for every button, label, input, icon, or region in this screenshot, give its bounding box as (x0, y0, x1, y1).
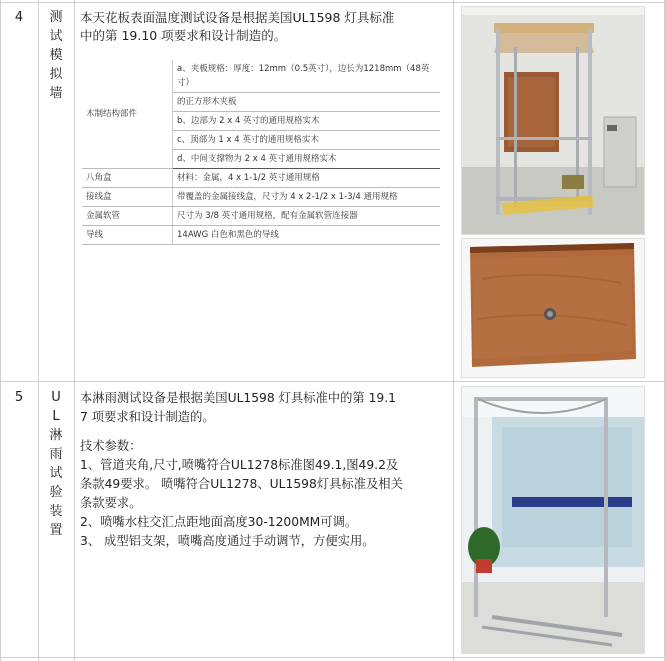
tech-title: 技术参数： (80, 439, 142, 453)
row-divider (0, 381, 665, 382)
col-border (38, 0, 39, 661)
item-name (40, 388, 72, 540)
spec-label: 导线 (82, 226, 173, 245)
spec-value: 材料：金属，4 x 1-1/2 英寸通用规格 (173, 169, 441, 188)
name-char: 墙 (49, 86, 63, 101)
name-char: 模 (49, 48, 63, 63)
spec-label: 木制结构部件 (82, 60, 173, 169)
desc-line: 本天花板表面温度测试设备是根据美国UL1598 灯具标准 (80, 10, 395, 25)
plywood-box-photo (461, 238, 645, 378)
item-description (80, 9, 450, 45)
spec-value: b、边部为 2 x 4 英寸的通用规格实木 (173, 112, 441, 131)
spec-value: a、夹板规格：厚度：12mm（0.5英寸），边长为1218mm（48英寸） (173, 60, 441, 93)
test-wall-frame-photo (461, 6, 645, 235)
name-char: 验 (49, 485, 63, 500)
desc-line: 中的第 19.10 项要求和设计制造的。 (80, 28, 287, 43)
name-char: 测 (49, 10, 63, 25)
desc-line: 本淋雨测试设备是根据美国UL1598 灯具标准中的第 19.1 (80, 391, 396, 405)
table-border-bottom (0, 657, 665, 658)
name-char: U (51, 390, 61, 405)
tech-line: 1、管道夹角,尺寸,喷嘴符合UL1278标准图49.1,图49.2及 (80, 458, 399, 472)
spec-label: 接线盒 (82, 188, 173, 207)
name-char: 试 (49, 466, 63, 481)
name-char: 试 (49, 29, 63, 44)
rain-test-device-photo (461, 386, 645, 654)
row-number: 5 (14, 390, 24, 405)
tech-line: 条款49要求。 喷嘴符合UL1278、UL1598灯具标准及相关 (80, 477, 403, 491)
col-border (453, 0, 454, 661)
name-char: L (52, 409, 60, 424)
name-char: 拟 (49, 67, 63, 82)
name-char: 雨 (49, 447, 63, 462)
table-border-top (0, 2, 665, 3)
spec-value: c、顶部为 1 x 4 英寸的通用规格实木 (173, 131, 441, 150)
spec-value: 的正方形木夹板 (173, 93, 441, 112)
col-border (0, 0, 1, 661)
col-border (74, 0, 75, 661)
name-char: 装 (49, 504, 63, 519)
spec-value: 14AWG 白色和黑色的导线 (173, 226, 441, 245)
spec-value: 尺寸为 3/8 英寸通用规格，配有金属软管连接器 (173, 207, 441, 226)
spec-table (82, 60, 440, 245)
spec-value: d、中间支撑物为 2 x 4 英寸通用规格实木 (173, 150, 441, 169)
item-name (40, 8, 72, 103)
spec-label: 金属软管 (82, 207, 173, 226)
desc-line: 7 项要求和设计制造的。 (80, 410, 215, 424)
spec-label: 八角盒 (82, 169, 173, 188)
name-char: 置 (49, 523, 63, 538)
name-char: 淋 (49, 428, 63, 443)
tech-line: 2、喷嘴水柱交汇点距地面高度30-1200MM可调。 (80, 515, 358, 529)
tech-line: 条款要求。 (80, 496, 142, 510)
spec-value: 带覆盖的金属接线盒，尺寸为 4 x 2-1/2 x 1-3/4 通用规格 (173, 188, 441, 207)
item-description (80, 389, 450, 551)
row-number: 4 (14, 10, 24, 25)
tech-line: 3、 成型铝支架，喷嘴高度通过手动调节，方便实用。 (80, 534, 375, 548)
